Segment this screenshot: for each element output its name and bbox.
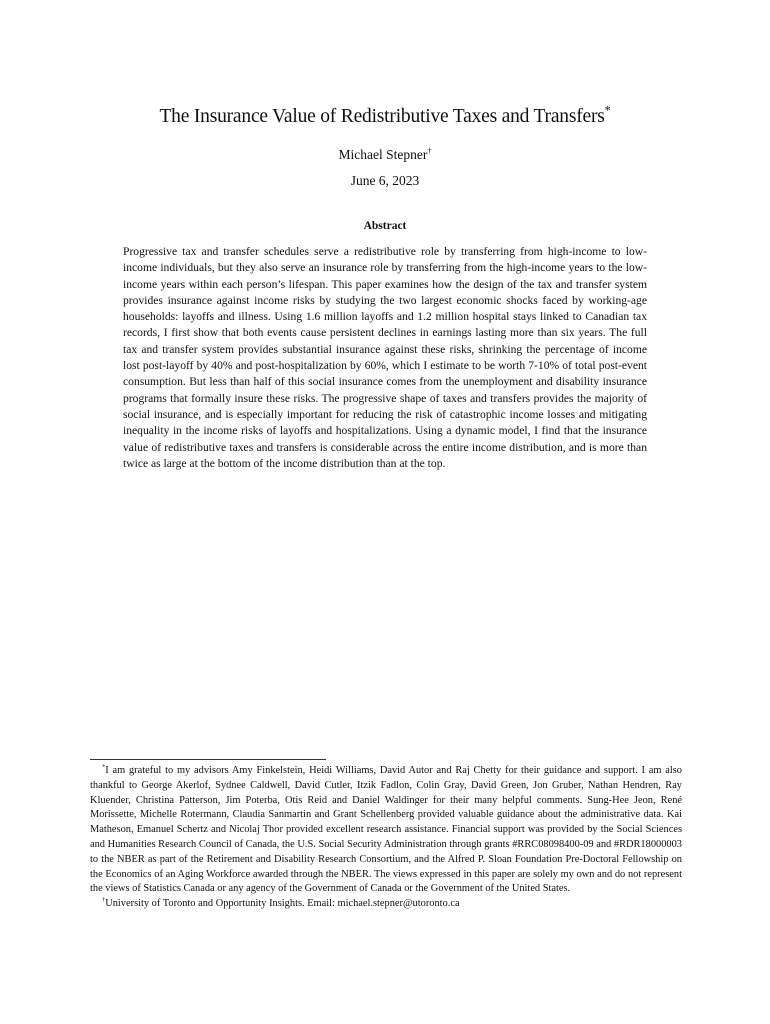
footnotes (90, 764, 682, 912)
paper-title (0, 103, 770, 128)
paper-date: June 6, 2023 (350, 173, 420, 188)
title-footnote-mark[interactable]: * (604, 103, 611, 118)
author-name: Michael Stepner (338, 147, 428, 162)
footnote-mark: * (102, 763, 106, 771)
footnote-affiliation (90, 897, 682, 912)
paper-author (0, 147, 770, 163)
abstract-heading: Abstract (363, 220, 407, 232)
footnote-acknowledgements (90, 764, 682, 897)
abstract-text: Progressive tax and transfer schedules serve a redistributive role by transferring from high-income to low-income individuals, but they also serve an insurance role by transferring from the high-income years to the low-income years within each person’s lifespan. This paper examines how the design of the tax and transfer system provides insurance against income risks by studying the two largest economic shocks faced by working-age households: layoffs and illness. Using 1.6 million layoffs and 1.2 million hospital stays linked to Canadian tax records, I first show that both events cause persistent declines in earnings lasting more than six years. The full tax and transfer system provides substantial insurance against these risks, shrinking the percentage of income lost post-layoff by 40% and post-hospitalization by 60%, which I estimate to be worth 7-10% of total post-event consumption. But less than half of this social insurance comes from the unemployment and disability insurance programs that formally insure these risks. The progressive shape of taxes and transfers provides the majority of social insurance, and is especially important for reducing the risk of catastrophic income losses and mitigating inequality in the income risks of layoffs and hospitalizations. Using a dynamic model, I find that the insurance value of redistributive taxes and transfers is considerable across the entire income distribution, and is more than twice as large at the bottom of the income distribution than at the top. (123, 245, 647, 470)
footnote-text: University of Toronto and Opportunity Insights. Email: michael.stepner@utoronto.ca (105, 898, 460, 910)
paper-title-text: The Insurance Value of Redistributive Taxes and Transfers (159, 106, 605, 127)
footnote-divider (90, 759, 326, 760)
footnote-mark: † (102, 896, 106, 904)
author-footnote-mark[interactable]: † (427, 146, 432, 156)
footnote-text: I am grateful to my advisors Amy Finkelstein, Heidi Williams, David Autor and Raj Chetty for their guidance and support. I am also thankful to George Akerlof, Sydnee Caldwell, David Cutler, Itzik Fadlon, Colin Gray, David Green, Jon Gruber, Nathan Hendren, Ray Kluender, Christina Patterson, Jim Poterba, Otis Reid and Daniel Waldinger for their many helpful comments. Sung-Hee Jeon, René Morissette, Michelle Rotermann, Claudia Sanmartin and Grant Schellenberg provided valuable guidance about the administrative data. Kai Matheson, Emanuel Schertz and Nicolaj Thor provided excellent research assistance. Financial support was provided by the Social Sciences and Humanities Research Council of Canada, the U.S. Social Security Administration through grants #RRC08098400-09 and #RDR18000003 to the NBER as part of the Retirement and Disability Research Consortium, and the Alfred P. Sloan Foundation Pre-Doctoral Fellowship on the Economics of an Aging Workforce awarded through the NBER. The views expressed in this paper are solely my own and do not represent the views of Statistics Canada or any agency of the Government of Canada or the Government of the United States. (90, 765, 682, 895)
